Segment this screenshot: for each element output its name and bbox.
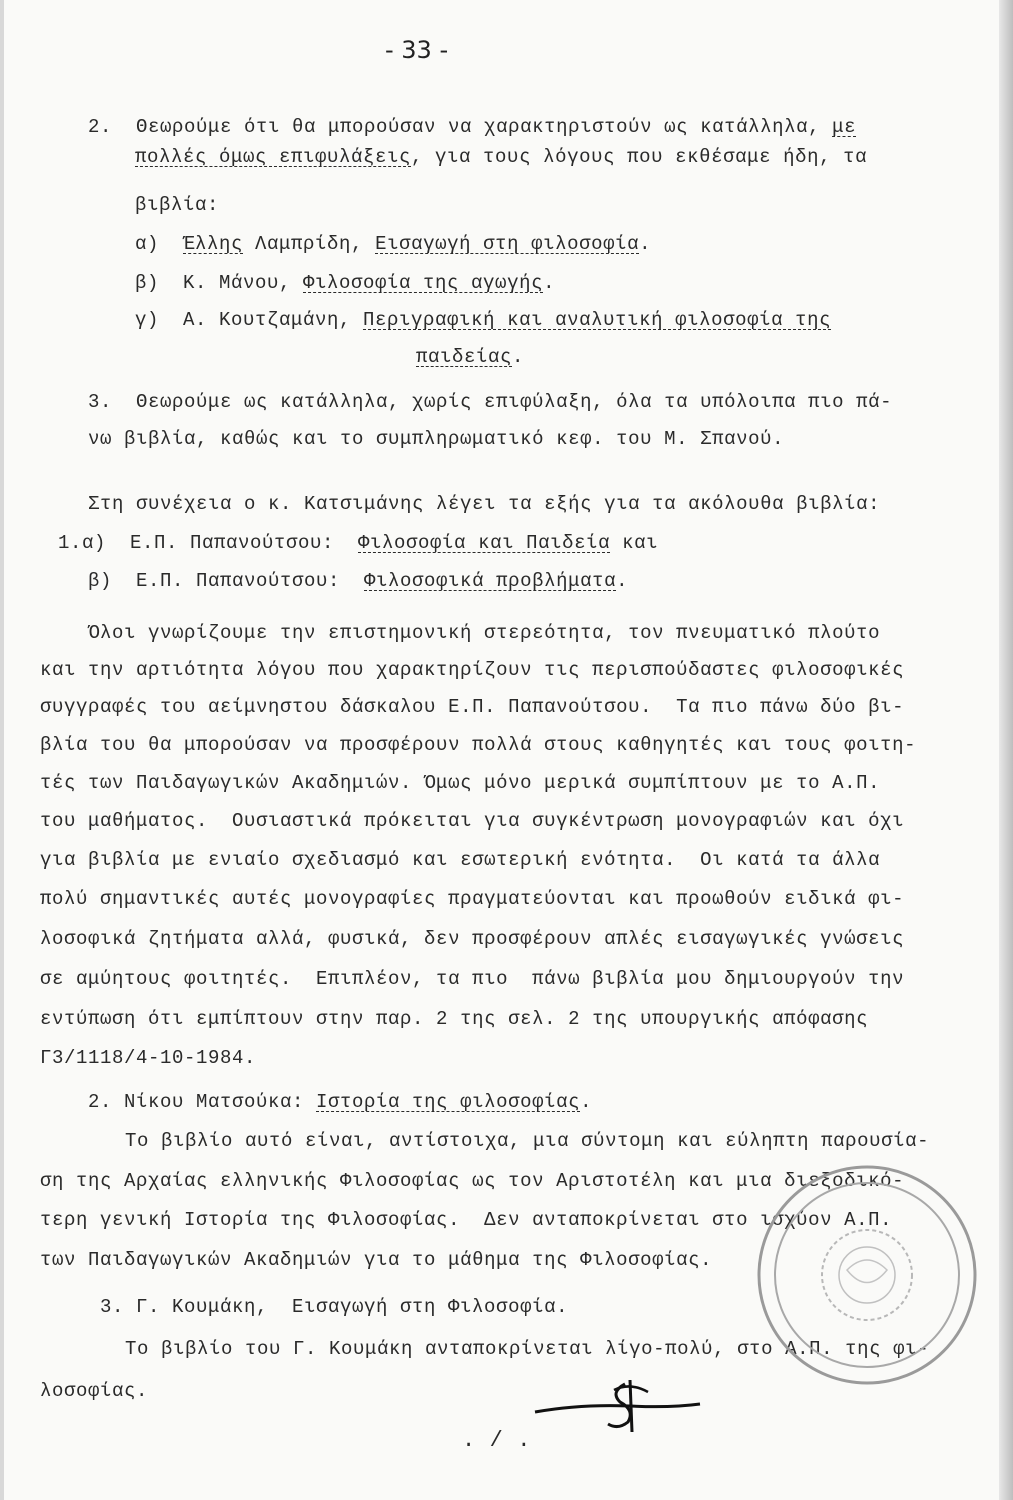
text-line: του μαθήματος. Ουσιαστικά πρόκειται για συγκέντρωση μονογραφιών και όχι: [40, 810, 905, 832]
page-left-edge: [0, 0, 4, 1500]
text-line: 2. Νίκου Ματσούκα: Ιστορία της φιλοσοφίας.: [88, 1091, 593, 1113]
text-line: 2. Θεωρούμε ότι θα μπορούσαν να χαρακτηριστούν ως κατάλληλα, με: [88, 116, 857, 138]
text-line: παιδείας.: [416, 346, 525, 368]
text-line: τές των Παιδαγωγικών Ακαδημιών. Όμως μόνο μερικά συμπίπτουν με το Α.Π.: [40, 772, 881, 794]
text-line: των Παιδαγωγικών Ακαδημιών για το μάθημα της Φιλοσοφίας.: [40, 1249, 713, 1271]
page-right-edge-shadow: [999, 0, 1013, 1500]
text-line: συγγραφές του αείμνηστου δάσκαλου Ε.Π. Παπανούτσου. Τα πιο πάνω δύο βι-: [40, 696, 905, 718]
text-line: 1.α) Ε.Π. Παπανούτσου: Φιλοσοφία και Παιδεία και: [58, 532, 659, 554]
text-line: λοσοφίας.: [40, 1380, 149, 1402]
text-line: εντύπωση ότι εμπίπτουν στην παρ. 2 της σελ. 2 της υπουργικής απόφασης: [40, 1008, 869, 1030]
text-line: για βιβλία με ενιαίο σχεδιασμό και εσωτερική ενότητα. Οι κατά τα άλλα: [40, 849, 881, 871]
text-line: 3. Γ. Κουμάκη, Εισαγωγή στη Φιλοσοφία.: [100, 1296, 569, 1318]
text-line: βλία του θα μπορούσαν να προσφέρουν πολλά στους καθηγητές και τους φοιτη-: [40, 734, 917, 756]
text-line: ση της Αρχαίας ελληνικής Φιλοσοφίας ως τον Αριστοτέλη και μια διεξοδικό-: [40, 1170, 905, 1192]
text-line: βιβλία:: [135, 194, 220, 216]
text-line: β) Κ. Μάνου, Φιλοσοφία της αγωγής.: [135, 272, 556, 294]
text-line: 3. Θεωρούμε ως κατάλληλα, χωρίς επιφύλαξη, όλα τα υπόλοιπα πιο πά-: [88, 391, 893, 413]
text-line: Το βιβλίο του Γ. Κουμάκη ανταποκρίνεται λίγο-πολύ, στο Α.Π. της φι-: [125, 1338, 930, 1360]
text-line: Στη συνέχεια ο κ. Κατσιμάνης λέγει τα εξής για τα ακόλουθα βιβλία:: [88, 493, 881, 515]
handwritten-signature: [530, 1372, 705, 1442]
text-line: πολύ σημαντικές αυτές μονογραφίες πραγματεύονται και προωθούν ειδικά φι-: [40, 888, 905, 910]
continuation-mark: . / .: [462, 1428, 532, 1453]
text-line: β) Ε.Π. Παπανούτσου: Φιλοσοφικά προβλήματα.: [88, 570, 629, 592]
text-line: και την αρτιότητα λόγου που χαρακτηρίζουν τις περισπούδαστες φιλοσοφικές: [40, 659, 905, 681]
text-line: τερη γενική Ιστορία της Φιλοσοφίας. Δεν ανταποκρίνεται στο ισχύον Α.Π.: [40, 1209, 893, 1231]
text-line: λοσοφικά ζητήματα αλλά, φυσικά, δεν προσφέρουν απλές εισαγωγικές γνώσεις: [40, 928, 905, 950]
text-line: σε αμύητους φοιτητές. Επιπλέον, τα πιο πάνω βιβλία μου δημιουργούν την: [40, 968, 905, 990]
archive-stamp: [752, 1160, 982, 1390]
text-line: γ) Α. Κουτζαμάνη, Περιγραφική και αναλυτική φιλοσοφία της: [135, 309, 832, 331]
text-line: Γ3/1118/4-10-1984.: [40, 1047, 257, 1069]
text-line: Όλοι γνωρίζουμε την επιστημονική στερεότητα, τον πνευματικό πλούτο: [88, 622, 881, 644]
text-line: νω βιβλία, καθώς και το συμπληρωματικό κεφ. του Μ. Σπανού.: [88, 428, 785, 450]
text-line: πολλές όμως επιφυλάξεις, για τους λόγους που εκθέσαμε ήδη, τα: [135, 146, 868, 168]
text-line: α) Έλλης Λαμπρίδη, Εισαγωγή στη φιλοσοφία.: [135, 233, 652, 255]
text-line: Το βιβλίο αυτό είναι, αντίστοιχα, μια σύντομη και εύληπτη παρουσία-: [125, 1130, 930, 1152]
page-number: - 33 -: [385, 36, 449, 64]
